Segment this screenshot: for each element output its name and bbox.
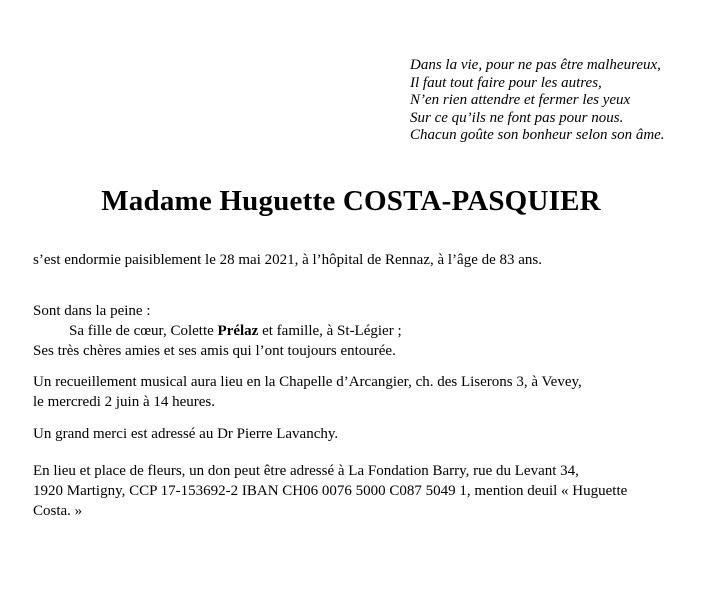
mourning-daughter-line (33, 321, 402, 341)
thanks-paragraph (33, 424, 338, 444)
epigraph-line: Sur ce qu’ils ne font pas pour nous. (410, 109, 624, 126)
daughter-suffix-text: et famille, à St-Légier ; (258, 323, 402, 339)
epigraph-line: Chacun goûte son bonheur selon son âme. (410, 127, 665, 144)
epigraph-line: Dans la vie, pour ne pas être malheureux, (410, 57, 661, 73)
epigraph-line: Il faut tout faire pour les autres, (410, 74, 602, 91)
death-announcement-line: s’est endormie paisiblement le 28 mai 2021, à l’hôpital de Rennaz, à l’âge de 83 ans. (33, 252, 543, 268)
daughter-prefix-text: Sa fille de cœur, Colette (69, 323, 218, 339)
epigraph-quote (410, 57, 665, 145)
deceased-name-title: Madame Huguette COSTA-PASQUIER (101, 185, 601, 217)
daughter-family-name: Prélaz (217, 323, 259, 339)
donation-line: 1920 Martigny, CCP 17-153692-2 IBAN CH06 0076 5000 C087 5049 1, mention deuil « Huguette (33, 483, 628, 499)
epigraph-line: N’en rien attendre et fermer les yeux (410, 92, 631, 109)
donation-line: Costa. » (33, 503, 83, 519)
mourning-paragraph (33, 301, 402, 361)
ceremony-line: le mercredi 2 juin à 14 heures. (33, 394, 216, 410)
donation-line: En lieu et place de fleurs, un don peut être adressé à La Fondation Barry, rue du Levant 34, (33, 463, 579, 479)
ceremony-line: Un recueillement musical aura lieu en la Chapelle d’Arcangier, ch. des Liserons 3, à Vevey, (33, 374, 582, 390)
thanks-line: Un grand merci est adressé au Dr Pierre Lavanchy. (33, 426, 339, 442)
death-announcement-paragraph (33, 250, 542, 270)
ceremony-paragraph (33, 372, 582, 412)
mourning-intro-line: Sont dans la peine : (33, 303, 151, 319)
donation-paragraph (33, 461, 627, 521)
mourning-friends-line: Ses très chères amies et ses amis qui l’ont toujours entourée. (33, 343, 396, 359)
